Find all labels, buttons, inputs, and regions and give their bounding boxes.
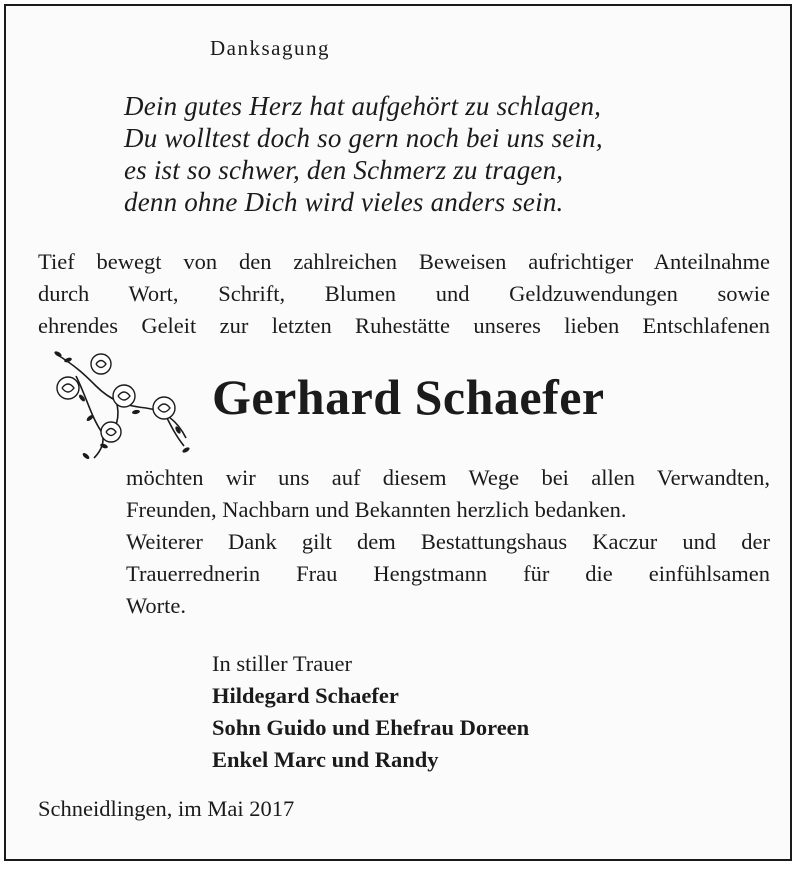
deceased-name: Gerhard Schaefer xyxy=(212,369,605,425)
poem-line: Dein gutes Herz hat aufgehört zu schlagen, xyxy=(124,91,602,121)
thanks-line: möchten wir uns auf diesem Wege bei allen Verwandten, xyxy=(126,465,770,490)
place-date: Schneidlingen, im Mai 2017 xyxy=(38,796,295,821)
mourner-name: Hildegard Schaefer xyxy=(212,683,399,708)
roses-ornament-icon xyxy=(46,346,196,466)
thanks-line: Trauerrednerin Frau Hengstmann für die einfühlsamen xyxy=(126,561,770,586)
thanks-line: Freunden, Nachbarn und Bekannten herzlich bedanken. xyxy=(126,497,627,522)
mourner-name: Sohn Guido und Ehefrau Doreen xyxy=(212,715,530,740)
mourners-intro: In stiller Trauer xyxy=(212,651,352,676)
heading: Danksagung xyxy=(210,36,330,60)
poem-line: es ist so schwer, den Schmerz zu tragen, xyxy=(124,155,564,185)
poem xyxy=(124,90,603,218)
thanks-line: Weiterer Dank gilt dem Bestattungshaus Kaczur und der xyxy=(126,529,770,554)
thanks-text xyxy=(126,462,770,622)
mourner-name: Enkel Marc und Randy xyxy=(212,747,439,772)
poem-line: denn ohne Dich wird vieles anders sein. xyxy=(124,187,564,217)
obituary-notice xyxy=(4,4,792,861)
intro-line: Tief bewegt von den zahlreichen Beweisen aufrichtiger Anteilnahme xyxy=(38,249,770,274)
thanks-line: Worte. xyxy=(126,593,187,618)
poem-line: Du wolltest doch so gern noch bei uns sein, xyxy=(124,123,603,153)
mourners xyxy=(212,648,529,776)
intro-text xyxy=(38,246,770,342)
intro-line: durch Wort, Schrift, Blumen und Geldzuwendungen sowie xyxy=(38,281,770,306)
intro-line: ehrendes Geleit zur letzten Ruhestätte unseres lieben Entschlafenen xyxy=(38,313,770,338)
